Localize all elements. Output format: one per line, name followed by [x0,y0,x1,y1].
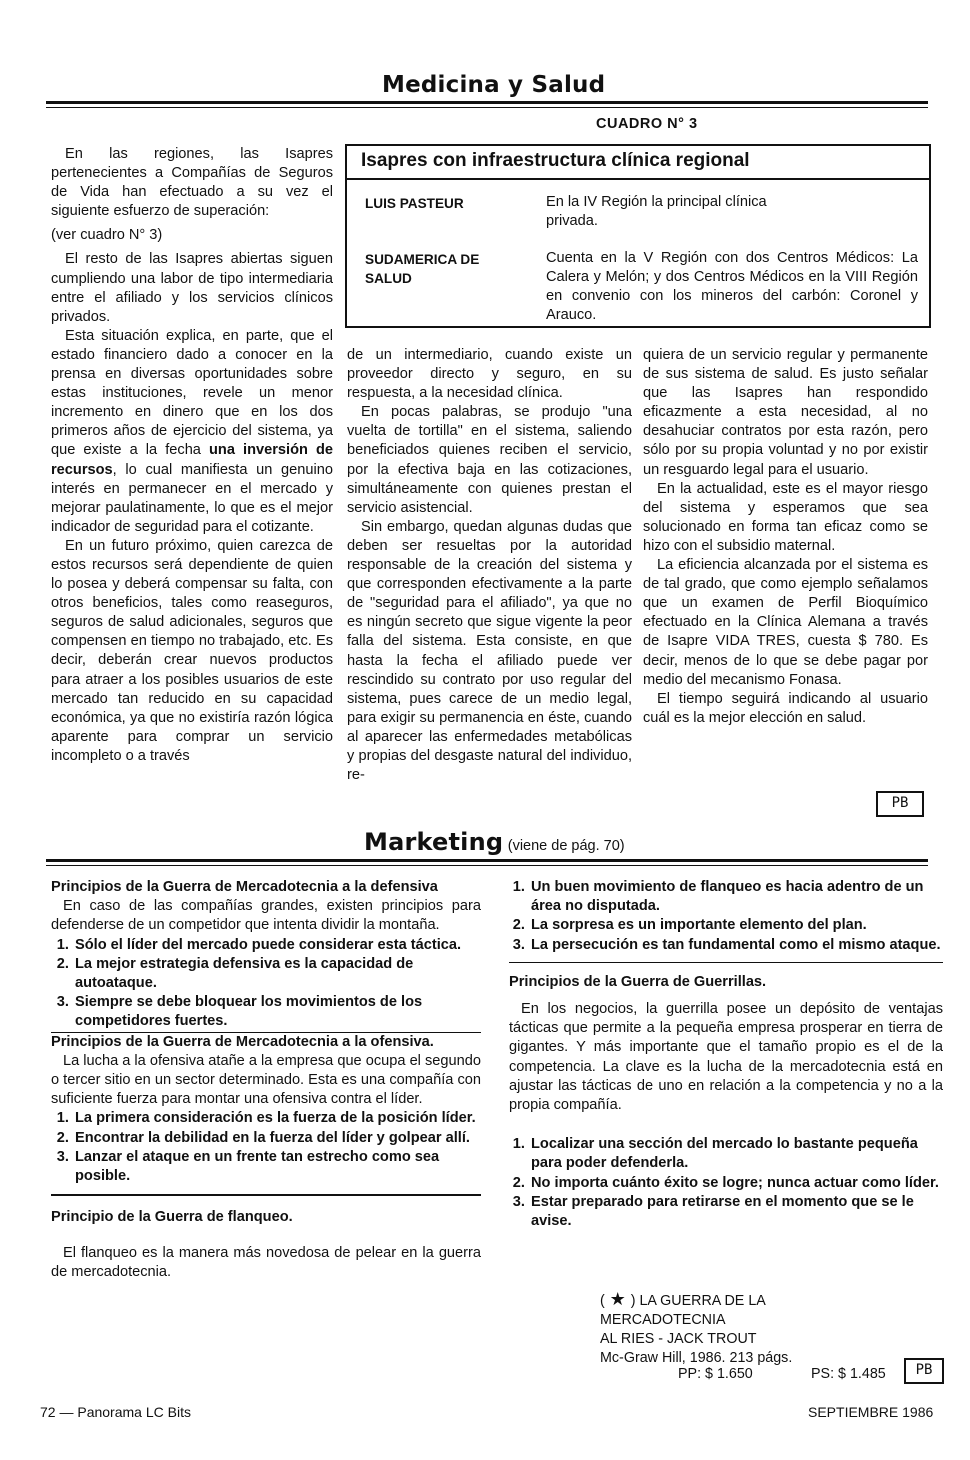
header-rule [46,101,928,104]
paragraph: El resto de las Isapres abiertas siguen cumpliendo una labor de tipo intermediaria entre el afiliado y los servicios clínicos privados. [51,251,333,325]
list-item: 3. Lanzar el ataque en un frente tan estrecho como sea posible. [73,1148,481,1186]
list-item: 1. Localizar una sección del mercado lo bastante pequeña para poder defenderla. [529,1135,943,1173]
list-guerrilla [509,1135,943,1231]
book-reference [600,1291,792,1368]
list-item: 2. La sorpresa es un importante elemento del plan. [529,916,943,935]
marketing-rule-thin [46,865,928,866]
section-title-marketing [364,828,625,856]
paragraph: El flanqueo es la manera más novedosa de pelear en la guerra de mercadotecnia. [51,1244,481,1281]
author-initials-box: PB [876,791,924,817]
divider [51,1194,481,1196]
paragraph: En caso de las compañías grandes, existen principios para defenderse de un competidor que intenta dividir la montaña. [51,898,481,934]
book-line: Mc-Graw Hill, 1986. 213 págs. [600,1350,793,1366]
marketing-column-right [509,878,943,1231]
table-row-text: En la IV Región la principal clínica privada. [546,194,767,229]
list-item: 2. La mejor estrategia defensiva es la capacidad de autoataque. [73,955,481,993]
table-caption: CUADRO N° 3 [596,116,698,132]
book-line [600,1291,792,1311]
book-line: AL RIES - JACK TROUT [600,1331,757,1347]
paragraph: La eficiencia alcanzada por el sistema es de tal grado, que como ejemplo señalamos que un examen de Perfil Bioquímico efectuado en la Clínica Alemana a través de Isapre VIDA TRES, cuesta $ 780. Es decir, menos de lo que se debe pagar por medio del mecanismo Fonasa. [643,557,928,688]
table-row-label: LUIS PASTEUR [365,196,464,211]
paragraph: (ver cuadro N° 3) [51,227,163,244]
paragraph: En las regiones, las Isapres pertenecientes a Compañías de Seguros de Vida han efectuado a su vez el siguiente esfuerzo de superación: [51,146,333,220]
text-run: ( [600,1293,605,1309]
header-rule-thin [46,107,928,108]
author-initials-box: PB [904,1358,944,1384]
paragraph: En los negocios, la guerrilla posee un depósito de ventajas tácticas que permite a la pequeña empresa prosperar en tierra de gigantes. Y más importante que el tamaño propio es el de la competencia. La clave es la lucha de la mercadotecnia está en ajustar las tácticas de uno en relación a la competencia y no a la propia compañía. [509,1001,943,1114]
article-column-1 [51,145,333,766]
star-icon: ★ [609,1289,626,1309]
marketing-title: Marketing [364,828,504,856]
text-run: , lo cual manifiesta un genuino interés en permanecer en el mercado y mejorar paulatinamente, lo que es el mejor indicador de seguridad para el cotizante. [51,461,333,535]
emphasis-text: una inversión de recursos [51,442,333,478]
paragraph [51,327,333,537]
paragraph: de un intermediario, cuando existe un proveedor directo y seguro, en su respuesta, a la necesidad clínica. [347,347,632,402]
marketing-subtitle: (viene de pág. 70) [507,838,625,854]
list-item: 2. Encontrar la debilidad en la fuerza del líder y golpear allí. [73,1129,481,1148]
paragraph: El tiempo seguirá indicando al usuario cuál es la mejor elección en salud. [643,690,928,726]
table-row-label: SUDAMERICA DE [365,252,480,267]
text-run: ) LA GUERRA DE LA [630,1293,766,1309]
table-box [345,144,931,328]
list-offensive [51,1109,481,1186]
article-column-3 [643,346,928,728]
table-row-label: SALUD [365,271,412,286]
heading-defensive: Principios de la Guerra de Mercadotecnia a la defensiva [51,879,438,895]
marketing-rule [46,859,928,862]
heading-flank: Principio de la Guerra de flanqueo. [51,1208,293,1225]
book-line: MERCADOTECNIA [600,1312,726,1328]
footer-page-label: 72 — Panorama LC Bits [40,1404,191,1420]
list-item: 1. Un buen movimiento de flanqueo es hacia adentro de un área no disputada. [529,878,943,916]
list-item: 3. La persecución es tan fundamental como el mismo ataque. [529,936,943,955]
text-run: Esta situación explica, en parte, que el estado financiero dado a conocer en la prensa en diversas oportunidades sobre estas instituciones, revele un menor incremento en dinero que en los dos primeros años de ejercicio del sistema, ya que existe a la fecha [51,327,333,459]
section-title-medicina: Medicina y Salud [382,72,606,98]
heading-guerrilla: Principios de la Guerra de Guerrillas. [509,973,767,990]
list-defensive [51,936,481,1032]
heading-offensive: Principios de la Guerra de Mercadotecnia a la ofensiva. [51,1032,481,1052]
footer-date: SEPTIEMBRE 1986 [808,1404,934,1420]
paragraph: En un futuro próximo, quien carezca de estos recursos será dependiente de quien lo posea y deberá compensar su falta, con otros beneficios, tales como reaseguros, seguros de salud adicionales, seguros que compensen en tiempo no trabajado, etc. Es decir, deberán crear nuevos productos para atraer a los posibles usuarios de este mercado tan reducido en su capacidad económica, ya que no existiría razón lógica aparente para comprar un servicio incompleto o a través [51,537,333,764]
table-row-text: Cuenta en la V Región con dos Centros Médicos: La Calera y Melón; y dos Centros Médicos en la VIII Región en convenio con los mineros del carbón: Coronel y Arauco. [546,250,918,323]
table-title: Isapres con infraestructura clínica regional [347,146,929,180]
list-item: 1. La primera consideración es la fuerza de la posición líder. [73,1109,481,1128]
paragraph: Sin embargo, quedan algunas dudas que deben ser resueltas por la autoridad responsable de la creación del sistema y que corresponden efectivamente a la parte de "seguridad para el afiliado", ya que no es ningún secreto que sigue vigente la peor falla del sistema. Esta consiste, en que hasta la fecha el afiliado puede ver rescindido su contrato por uso regular del sistema, pues carece de un medio legal, para exigir su permanencia en éste, cuando al aparecer las enfermedades metabólicas y propias del desgaste natural del individuo, re- [347,518,632,784]
divider [509,962,943,963]
list-item: 2. No importa cuánto éxito se logre; nunca actuar como líder. [529,1174,943,1193]
list-flank [509,878,943,955]
paragraph: En la actualidad, este es el mayor riesgo del sistema y esperamos que sea solucionado en forma tan eficaz como se hizo con el subsidio maternal. [643,480,928,554]
article-column-2 [347,346,632,785]
paragraph: En pocas palabras, se produjo "una vuelta de tortilla" en el sistema, saliendo beneficiados quienes reciben el servicio, por la efectiva baja en las cotizaciones, simultáneamente con quienes prestan el servicio asistencial. [347,404,632,516]
marketing-column-left [51,878,481,1282]
price-ps: PS: $ 1.485 [811,1366,886,1382]
list-item: 3. Estar preparado para retirarse en el momento que se le avise. [529,1193,943,1231]
paragraph: La lucha a la ofensiva atañe a la empresa que ocupa el segundo o tercer sitio en un sector determinado. Esta es una compañía con suficiente fuerza para montar una ofensiva contra el líder. [51,1052,481,1108]
list-item: 3. Siempre se debe bloquear los movimientos de los competidores fuertes. [73,993,481,1031]
list-item: 1. Sólo el líder del mercado puede considerar esta táctica. [73,936,481,955]
paragraph: quiera de un servicio regular y permanente de sus sistema de salud. Es justo señalar que las Isapres han respondido eficazmente a esta necesidad, al no desahuciar contratos por esta razón, pero sólo por su propia voluntad y no por existir un resguardo legal para el usuario. [643,347,928,478]
price-pp: PP: $ 1.650 [678,1366,753,1382]
